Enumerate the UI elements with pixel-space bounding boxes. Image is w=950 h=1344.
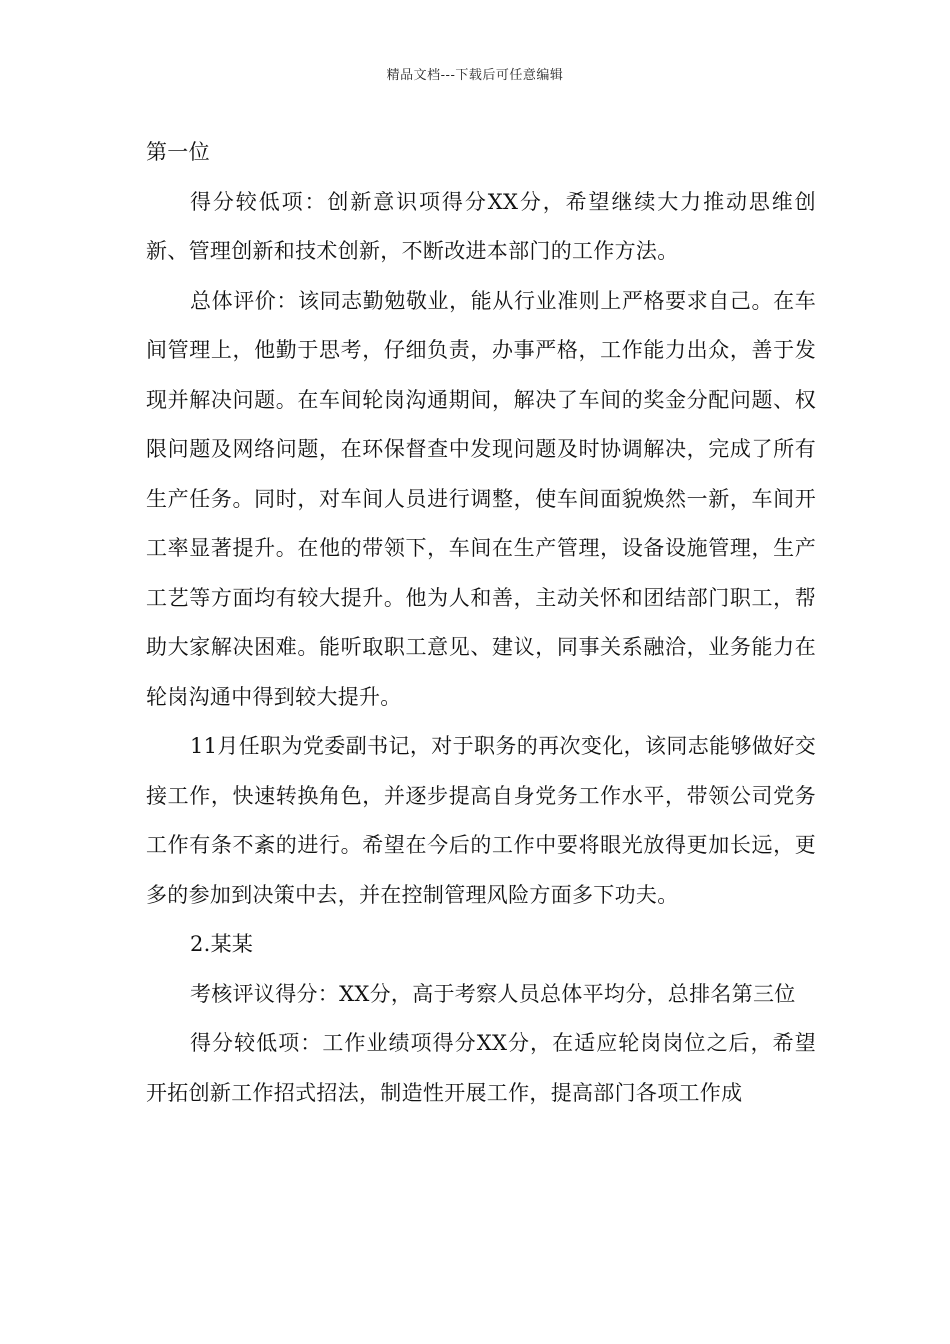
paragraph-low-score-item-1: 得分较低项：创新意识项得分XX分，希望继续大力推动思维创新、管理创新和技术创新，不断改进本部门的工作方法。 bbox=[146, 189, 816, 263]
paragraph-rank-continuation: 第一位 bbox=[146, 140, 210, 164]
paragraph-low-score-item-2: 得分较低项：工作业绩项得分XX分，在适应轮岗岗位之后，希望开拓创新工作招式招法，制造性开展工作，提高部门各项工作成 bbox=[146, 1031, 816, 1105]
page-header: 精品文档---下载后可任意编辑 bbox=[386, 68, 564, 83]
document-body bbox=[146, 128, 816, 1118]
paragraph-new-position: 11月任职为党委副书记，对于职务的再次变化，该同志能够做好交接工作，快速转换角色，并逐步提高自身党务工作水平，带领公司党务工作有条不紊的进行。希望在今后的工作中要将眼光放得更加长远，更多的参加到决策中去，并在控制管理风险方面多下功夫。 bbox=[146, 734, 816, 907]
section-heading-person-2: 2.某某 bbox=[190, 932, 254, 956]
paragraph-overall-evaluation: 总体评价：该同志勤勉敬业，能从行业准则上严格要求自己。在车间管理上，他勤于思考，仔细负责，办事严格，工作能力出众，善于发现并解决问题。在车间轮岗沟通期间，解决了车间的奖金分配问题、权限问题及网络问题，在环保督查中发现问题及时协调解决，完成了所有生产任务。同时，对车间人员进行调整，使车间面貌焕然一新，车间开工率显著提升。在他的带领下，车间在生产管理，设备设施管理，生产工艺等方面均有较大提升。他为人和善，主动关怀和团结部门职工，帮助大家解决困难。能听取职工意见、建议，同事关系融洽，业务能力在轮岗沟通中得到较大提升。 bbox=[146, 288, 816, 709]
paragraph-assessment-score: 考核评议得分：XX分，高于考察人员总体平均分，总排名第三位 bbox=[190, 981, 796, 1006]
